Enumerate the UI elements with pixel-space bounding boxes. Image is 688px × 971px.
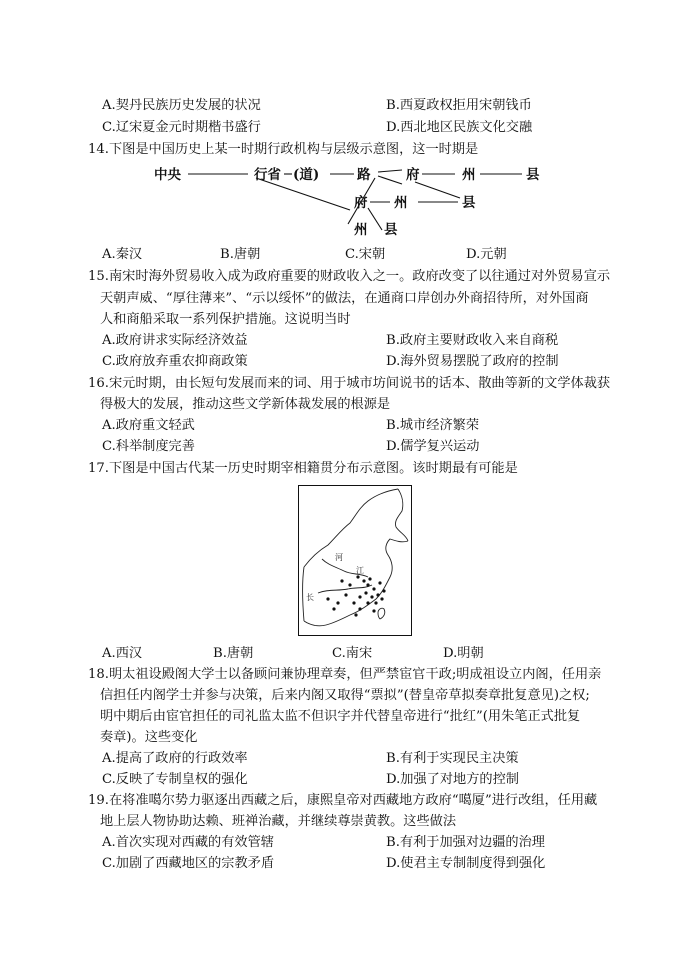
- q18-stem-line-3: 明中期后由宦官担任的司礼监太监不但识字并代替皇帝进行“批红”(用朱笔正式批复: [100, 709, 581, 724]
- q13-option-d[interactable]: D.西北地区民族文化交融: [386, 120, 533, 135]
- node-zhou-2: 州: [394, 195, 408, 211]
- q19-option-d[interactable]: D.使君主专制制度得到强化: [386, 856, 546, 871]
- q15-option-d[interactable]: D.海外贸易摆脱了政府的控制: [386, 354, 559, 369]
- connector-lu-fu1: [378, 170, 402, 172]
- node-lu: 路: [357, 167, 371, 183]
- q17-option-c[interactable]: C.南宋: [332, 646, 373, 661]
- q15-stem-line-3: 人和商船采取一系列保护措施。这说明当时: [100, 312, 351, 327]
- node-province: 行省: [254, 167, 281, 183]
- q18-option-b[interactable]: B.有利于实现民主决策: [386, 751, 519, 766]
- q15-option-b[interactable]: B.政府主要财政收入来自商税: [386, 333, 559, 348]
- node-xian-1: 县: [526, 167, 540, 183]
- q18-stem-line-4: 奏章)。这些变化: [100, 730, 198, 745]
- q19-stem-line-2: 地上层人物协助达赖、班禅治藏，并继续尊崇黄教。这些做法: [100, 814, 457, 829]
- map-label-chang: 长: [306, 593, 314, 602]
- q19-option-c[interactable]: C.加剧了西藏地区的宗教矛盾: [102, 856, 275, 871]
- q18-stem-line-2: 信担任内阁学士并参与决策，后来内阁又取得“票拟”(替皇帝草拟奏章批复意见)之权;: [100, 688, 590, 703]
- q16-option-a[interactable]: A.政府重文轻武: [102, 418, 195, 433]
- q14-option-c[interactable]: C.宋朝: [345, 247, 386, 262]
- connector-fu1-xian2: [415, 182, 460, 198]
- q19-option-a[interactable]: A.首次实现对西藏的有效管辖: [102, 835, 274, 850]
- q17-option-b[interactable]: B.唐朝: [213, 646, 254, 661]
- q14-option-d[interactable]: D.元朝: [466, 247, 507, 262]
- q13-option-b[interactable]: B.西夏政权拒用宋朝钱币: [386, 98, 532, 113]
- q16-stem-line-1: 16.宋元时期，由长短句发展而来的词、用于城市坊间说书的话本、散曲等新的文学体裁获: [88, 376, 611, 391]
- node-xian-2: 县: [462, 195, 476, 211]
- node-fu-1: 府: [406, 167, 420, 183]
- q14-option-b[interactable]: B.唐朝: [220, 247, 261, 262]
- q17-map-figure: [298, 485, 412, 636]
- q18-option-a[interactable]: A.提高了政府的行政效率: [102, 751, 248, 766]
- q14-admin-diagram: [150, 160, 550, 240]
- q17-option-d[interactable]: D.明朝: [443, 646, 484, 661]
- node-fu-2: 府: [354, 195, 368, 211]
- q15-stem-line-2: 天朝声威、“厚往薄来”、“示以绥怀”的做法，在通商口岸创办外商招待所，对外国商: [100, 291, 589, 306]
- node-dao: (道): [293, 167, 320, 183]
- node-zhou-3: 州: [354, 222, 368, 238]
- connector-fu2-xian3: [368, 208, 382, 230]
- diagram-nodes: [154, 166, 540, 238]
- map-label-he: 河: [335, 553, 343, 562]
- q16-option-d[interactable]: D.儒学复兴运动: [386, 439, 480, 454]
- q14-option-a[interactable]: A.秦汉: [102, 247, 143, 262]
- q17-option-a[interactable]: A.西汉: [102, 646, 143, 661]
- q13-option-c[interactable]: C.辽宋夏金元时期楷书盛行: [102, 120, 261, 135]
- q13-option-a[interactable]: A.契丹民族历史发展的状况: [102, 98, 261, 113]
- q16-option-b[interactable]: B.城市经济繁荣: [386, 418, 480, 433]
- q18-stem-line-1: 18.明太祖设殿阁大学士以备顾问兼协理章奏，但严禁宦官干政;明成祖设立内阁，任用亲: [88, 667, 602, 682]
- node-xian-3: 县: [384, 222, 398, 238]
- q15-stem-line-1: 15.南宋时海外贸易收入成为政府重要的财政收入之一。政府改变了以往通过对外贸易宣示: [88, 269, 611, 284]
- q15-option-a[interactable]: A.政府讲求实际经济效益: [102, 333, 248, 348]
- q16-option-c[interactable]: C.科举制度完善: [102, 439, 195, 454]
- q17-stem: 17.下图是中国古代某一历史时期宰相籍贯分布示意图。该时期最有可能是: [88, 461, 518, 476]
- q15-option-c[interactable]: C.政府放弃重农抑商政策: [102, 354, 248, 369]
- q19-option-b[interactable]: B.有利于加强对边疆的治理: [386, 835, 545, 850]
- node-central: 中央: [154, 167, 181, 183]
- q18-option-d[interactable]: D.加强了对地方的控制: [386, 772, 519, 787]
- node-zhou-1: 州: [462, 167, 476, 183]
- q18-option-c[interactable]: C.反映了专制皇权的强化: [102, 772, 248, 787]
- q19-stem-line-1: 19.在将准噶尔势力驱逐出西藏之后，康熙皇帝对西藏地方政府“噶厦”进行改组，任用藏: [88, 793, 598, 808]
- q16-stem-line-2: 得极大的发展，推动这些文学新体裁发展的根源是: [100, 397, 391, 412]
- map-label-jiang: 江: [356, 566, 364, 575]
- q14-stem: 14.下图是中国历史上某一时期行政机构与层级示意图，这一时期是: [88, 142, 479, 157]
- connector-lu-fu1-b: [378, 176, 402, 184]
